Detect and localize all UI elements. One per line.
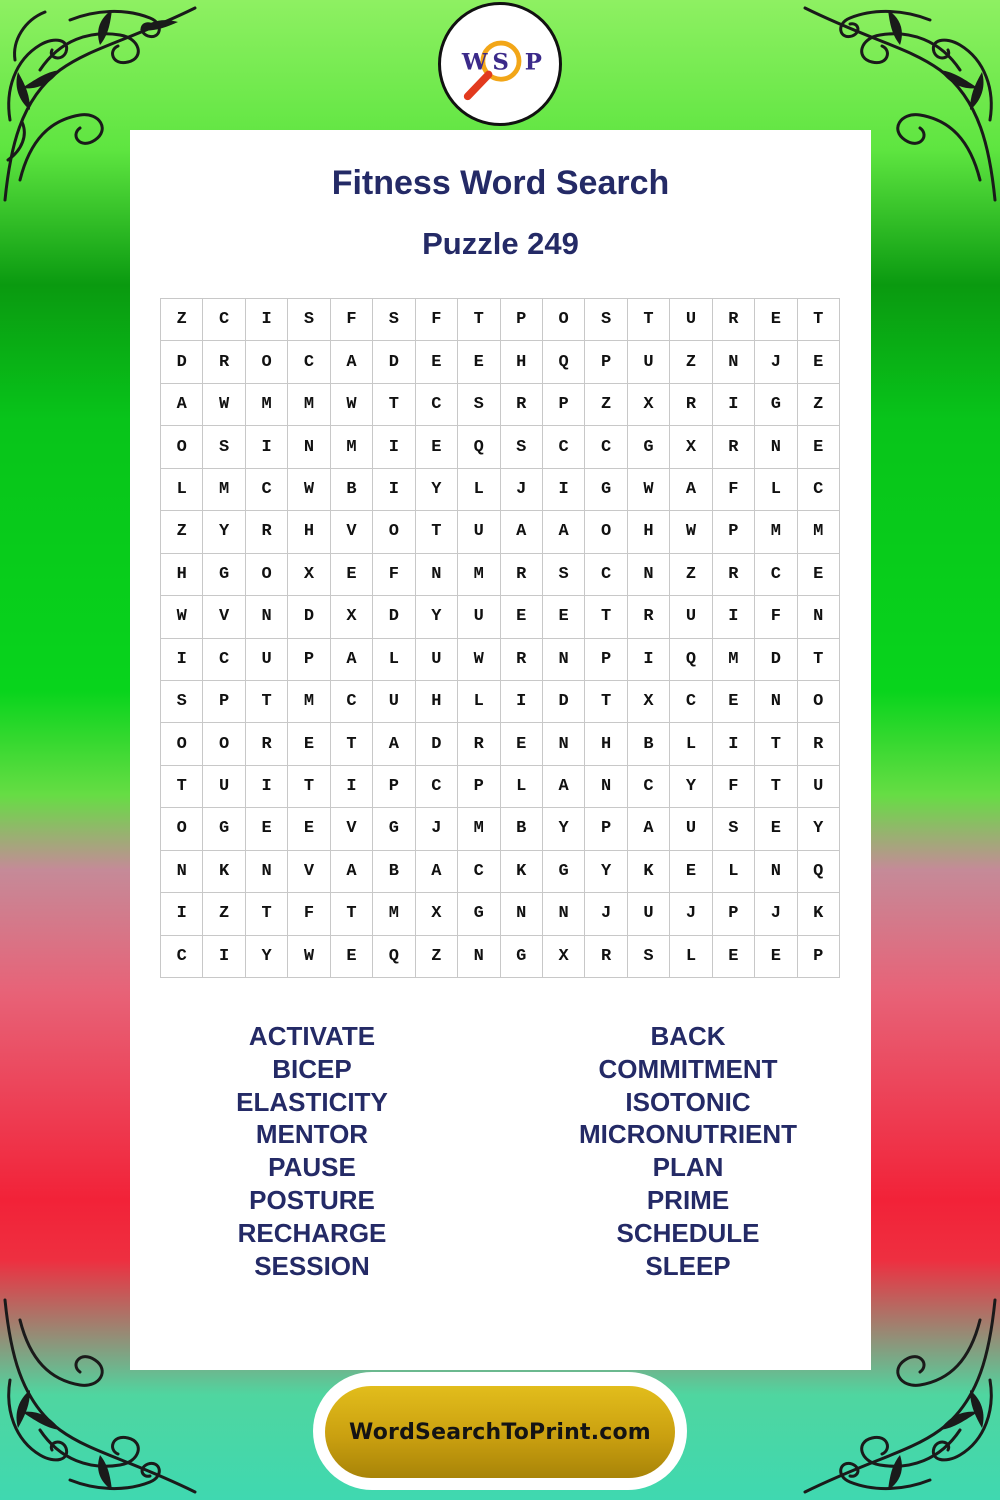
grid-cell: E — [458, 341, 500, 383]
grid-cell: F — [416, 299, 458, 341]
grid-cell: N — [755, 426, 797, 468]
grid-cell: S — [543, 554, 585, 596]
grid-cell: O — [798, 681, 840, 723]
grid-cell: Z — [416, 936, 458, 978]
grid-cell: R — [501, 639, 543, 681]
grid-cell: U — [458, 511, 500, 553]
grid-cell: G — [543, 851, 585, 893]
grid-cell: O — [161, 723, 203, 765]
letter-grid — [160, 298, 840, 978]
grid-cell: S — [161, 681, 203, 723]
grid-cell: C — [203, 299, 245, 341]
grid-cell: J — [416, 808, 458, 850]
grid-cell: R — [670, 384, 712, 426]
grid-cell: V — [331, 511, 373, 553]
grid-cell: M — [373, 893, 415, 935]
grid-cell: U — [670, 596, 712, 638]
grid-cell: R — [246, 511, 288, 553]
grid-cell: I — [203, 936, 245, 978]
grid-cell: H — [288, 511, 330, 553]
grid-cell: C — [585, 554, 627, 596]
grid-cell: W — [628, 469, 670, 511]
grid-cell: T — [755, 723, 797, 765]
grid-cell: E — [755, 808, 797, 850]
grid-cell: E — [798, 341, 840, 383]
grid-cell: E — [755, 936, 797, 978]
grid-cell: A — [373, 723, 415, 765]
grid-cell: S — [458, 384, 500, 426]
grid-cell: E — [798, 426, 840, 468]
grid-cell: Y — [543, 808, 585, 850]
grid-cell: D — [416, 723, 458, 765]
grid-cell: A — [628, 808, 670, 850]
grid-cell: K — [203, 851, 245, 893]
grid-cell: E — [288, 723, 330, 765]
grid-cell: Z — [670, 554, 712, 596]
grid-cell: W — [331, 384, 373, 426]
grid-cell: D — [161, 341, 203, 383]
grid-cell: E — [798, 554, 840, 596]
grid-cell: E — [543, 596, 585, 638]
grid-cell: R — [458, 723, 500, 765]
grid-cell: L — [373, 639, 415, 681]
grid-cell: L — [670, 936, 712, 978]
grid-cell: X — [543, 936, 585, 978]
grid-cell: N — [755, 851, 797, 893]
grid-cell: P — [203, 681, 245, 723]
grid-cell: Y — [798, 808, 840, 850]
word-list-item: PLAN — [652, 1152, 724, 1183]
grid-cell: I — [331, 766, 373, 808]
grid-cell: M — [458, 808, 500, 850]
grid-cell: Q — [373, 936, 415, 978]
grid-cell: A — [161, 384, 203, 426]
grid-cell: J — [755, 341, 797, 383]
grid-cell: U — [798, 766, 840, 808]
grid-cell: U — [246, 639, 288, 681]
grid-cell: S — [288, 299, 330, 341]
grid-cell: C — [331, 681, 373, 723]
grid-cell: C — [203, 639, 245, 681]
grid-cell: R — [246, 723, 288, 765]
grid-cell: U — [458, 596, 500, 638]
logo-letter-w: W — [461, 49, 488, 76]
grid-cell: I — [161, 893, 203, 935]
grid-cell: E — [713, 936, 755, 978]
grid-cell: G — [458, 893, 500, 935]
grid-cell: T — [331, 723, 373, 765]
grid-cell: E — [755, 299, 797, 341]
grid-cell: I — [161, 639, 203, 681]
grid-cell: H — [585, 723, 627, 765]
grid-cell: M — [288, 384, 330, 426]
grid-cell: M — [713, 639, 755, 681]
word-list-right — [538, 1020, 838, 1282]
word-list-item: SESSION — [254, 1250, 370, 1281]
page-title: Fitness Word Search — [331, 164, 670, 202]
grid-cell: P — [798, 936, 840, 978]
grid-cell: C — [798, 469, 840, 511]
grid-cell: E — [246, 808, 288, 850]
grid-cell: I — [713, 596, 755, 638]
puzzle-panel — [130, 130, 871, 1370]
grid-cell: X — [628, 681, 670, 723]
footer-gold-pill — [325, 1386, 675, 1478]
grid-cell: T — [755, 766, 797, 808]
grid-cell: X — [670, 426, 712, 468]
grid-cell: C — [543, 426, 585, 468]
grid-cell: Y — [416, 469, 458, 511]
grid-cell: K — [628, 851, 670, 893]
grid-cell: I — [246, 426, 288, 468]
grid-cell: N — [458, 936, 500, 978]
grid-cell: M — [331, 426, 373, 468]
grid-cell: U — [670, 299, 712, 341]
grid-cell: N — [543, 639, 585, 681]
grid-cell: P — [585, 808, 627, 850]
logo-letter-p: P — [524, 49, 542, 76]
grid-cell: S — [628, 936, 670, 978]
grid-cell: O — [585, 511, 627, 553]
grid-cell: P — [585, 341, 627, 383]
grid-cell: I — [373, 426, 415, 468]
grid-cell: T — [373, 384, 415, 426]
grid-cell: R — [713, 299, 755, 341]
grid-cell: N — [416, 554, 458, 596]
grid-cell: L — [501, 766, 543, 808]
grid-cell: C — [288, 341, 330, 383]
grid-cell: P — [458, 766, 500, 808]
grid-cell: N — [543, 893, 585, 935]
grid-cell: V — [288, 851, 330, 893]
grid-cell: P — [585, 639, 627, 681]
grid-cell: R — [798, 723, 840, 765]
grid-cell: F — [331, 299, 373, 341]
grid-cell: M — [458, 554, 500, 596]
grid-cell: E — [331, 936, 373, 978]
grid-cell: D — [288, 596, 330, 638]
word-list-item: MICRONUTRIENT — [578, 1119, 798, 1150]
grid-cell: A — [543, 511, 585, 553]
grid-cell: W — [458, 639, 500, 681]
grid-cell: S — [373, 299, 415, 341]
grid-cell: J — [755, 893, 797, 935]
grid-cell: G — [501, 936, 543, 978]
grid-cell: A — [416, 851, 458, 893]
grid-cell: O — [161, 426, 203, 468]
word-list-item: SCHEDULE — [616, 1217, 760, 1248]
puzzle-number: Puzzle 249 — [422, 226, 579, 261]
grid-cell: B — [501, 808, 543, 850]
grid-cell: E — [331, 554, 373, 596]
grid-cell: T — [246, 681, 288, 723]
grid-cell: M — [246, 384, 288, 426]
grid-cell: R — [713, 426, 755, 468]
grid-cell: T — [585, 681, 627, 723]
grid-cell: I — [713, 384, 755, 426]
grid-cell: L — [458, 681, 500, 723]
grid-cell: C — [628, 766, 670, 808]
grid-cell: I — [543, 469, 585, 511]
grid-cell: L — [713, 851, 755, 893]
grid-cell: S — [501, 426, 543, 468]
grid-cell: T — [416, 511, 458, 553]
grid-cell: X — [331, 596, 373, 638]
grid-cell: N — [161, 851, 203, 893]
grid-cell: J — [585, 893, 627, 935]
grid-cell: F — [713, 469, 755, 511]
grid-cell: E — [288, 808, 330, 850]
grid-cell: C — [416, 766, 458, 808]
grid-cell: R — [713, 554, 755, 596]
grid-cell: W — [203, 384, 245, 426]
grid-cell: I — [713, 723, 755, 765]
grid-cell: U — [373, 681, 415, 723]
grid-cell: D — [373, 341, 415, 383]
grid-cell: C — [161, 936, 203, 978]
grid-cell: G — [628, 426, 670, 468]
grid-cell: T — [628, 299, 670, 341]
grid-cell: B — [373, 851, 415, 893]
grid-cell: U — [416, 639, 458, 681]
grid-cell: T — [161, 766, 203, 808]
grid-cell: U — [628, 341, 670, 383]
grid-cell: T — [458, 299, 500, 341]
grid-cell: Y — [670, 766, 712, 808]
grid-cell: G — [585, 469, 627, 511]
grid-cell: E — [713, 681, 755, 723]
grid-cell: T — [288, 766, 330, 808]
grid-cell: E — [670, 851, 712, 893]
grid-cell: L — [670, 723, 712, 765]
wsp-logo — [438, 2, 562, 126]
grid-cell: B — [628, 723, 670, 765]
grid-cell: Z — [161, 511, 203, 553]
grid-cell: T — [331, 893, 373, 935]
grid-cell: V — [331, 808, 373, 850]
grid-cell: A — [331, 851, 373, 893]
grid-cell: H — [628, 511, 670, 553]
grid-cell: M — [798, 511, 840, 553]
grid-cell: N — [246, 851, 288, 893]
grid-cell: Z — [670, 341, 712, 383]
grid-cell: N — [288, 426, 330, 468]
grid-cell: G — [203, 554, 245, 596]
logo-letter-s: S — [492, 49, 509, 76]
word-list-left — [162, 1020, 462, 1282]
grid-cell: G — [373, 808, 415, 850]
grid-cell: A — [331, 639, 373, 681]
grid-cell: L — [458, 469, 500, 511]
word-list-item: SLEEP — [645, 1250, 731, 1281]
grid-cell: J — [501, 469, 543, 511]
word-list-item: ELASTICITY — [236, 1086, 388, 1117]
grid-cell: Q — [543, 341, 585, 383]
grid-cell: P — [713, 511, 755, 553]
grid-cell: M — [755, 511, 797, 553]
word-list-item: PAUSE — [268, 1152, 356, 1183]
grid-cell: C — [246, 469, 288, 511]
grid-cell: O — [246, 554, 288, 596]
grid-cell: Y — [585, 851, 627, 893]
grid-cell: Z — [585, 384, 627, 426]
grid-cell: H — [161, 554, 203, 596]
grid-cell: K — [798, 893, 840, 935]
grid-cell: Q — [670, 639, 712, 681]
grid-cell: G — [203, 808, 245, 850]
grid-cell: G — [755, 384, 797, 426]
grid-cell: D — [755, 639, 797, 681]
grid-cell: Z — [798, 384, 840, 426]
grid-cell: M — [203, 469, 245, 511]
grid-cell: N — [713, 341, 755, 383]
grid-cell: I — [246, 299, 288, 341]
grid-cell: B — [331, 469, 373, 511]
grid-cell: Y — [416, 596, 458, 638]
word-list-item: BICEP — [272, 1053, 352, 1084]
grid-cell: R — [628, 596, 670, 638]
grid-cell: F — [713, 766, 755, 808]
grid-cell: T — [246, 893, 288, 935]
grid-cell: J — [670, 893, 712, 935]
word-list-item: BACK — [650, 1021, 726, 1051]
grid-cell: E — [501, 723, 543, 765]
grid-cell: W — [288, 469, 330, 511]
grid-cell: K — [501, 851, 543, 893]
grid-cell: C — [416, 384, 458, 426]
grid-cell: H — [416, 681, 458, 723]
grid-cell: H — [501, 341, 543, 383]
grid-cell: P — [373, 766, 415, 808]
grid-cell: V — [203, 596, 245, 638]
word-list-item: ACTIVATE — [248, 1021, 376, 1051]
grid-cell: O — [373, 511, 415, 553]
grid-cell: C — [585, 426, 627, 468]
grid-cell: N — [543, 723, 585, 765]
grid-cell: I — [373, 469, 415, 511]
word-list-item: PRIME — [646, 1184, 730, 1215]
grid-cell: A — [331, 341, 373, 383]
grid-cell: D — [543, 681, 585, 723]
grid-cell: S — [585, 299, 627, 341]
grid-cell: I — [628, 639, 670, 681]
grid-cell: I — [501, 681, 543, 723]
grid-cell: Y — [203, 511, 245, 553]
grid-cell: N — [246, 596, 288, 638]
grid-cell: T — [798, 639, 840, 681]
grid-cell: X — [416, 893, 458, 935]
grid-cell: A — [501, 511, 543, 553]
grid-cell: O — [543, 299, 585, 341]
grid-cell: U — [670, 808, 712, 850]
grid-cell: L — [755, 469, 797, 511]
grid-cell: O — [161, 808, 203, 850]
grid-cell: E — [416, 426, 458, 468]
word-list-item: MENTOR — [255, 1119, 369, 1150]
grid-cell: U — [628, 893, 670, 935]
grid-cell: W — [161, 596, 203, 638]
grid-cell: I — [246, 766, 288, 808]
grid-cell: Q — [458, 426, 500, 468]
grid-cell: Z — [203, 893, 245, 935]
grid-cell: P — [543, 384, 585, 426]
grid-cell: Z — [161, 299, 203, 341]
grid-cell: R — [585, 936, 627, 978]
grid-cell: T — [798, 299, 840, 341]
grid-cell: S — [713, 808, 755, 850]
word-list-item: COMMITMENT — [598, 1053, 778, 1084]
grid-cell: N — [798, 596, 840, 638]
word-list-item: RECHARGE — [237, 1217, 387, 1248]
grid-cell: E — [416, 341, 458, 383]
grid-cell: O — [203, 723, 245, 765]
grid-cell: R — [501, 554, 543, 596]
grid-cell: Y — [246, 936, 288, 978]
grid-cell: T — [585, 596, 627, 638]
grid-cell: Q — [798, 851, 840, 893]
footer-badge — [313, 1372, 687, 1490]
grid-cell: W — [288, 936, 330, 978]
grid-cell: C — [458, 851, 500, 893]
grid-cell: X — [628, 384, 670, 426]
grid-cell: R — [203, 341, 245, 383]
word-list-item: ISOTONIC — [625, 1086, 751, 1117]
grid-cell: E — [501, 596, 543, 638]
grid-cell: M — [288, 681, 330, 723]
grid-cell: N — [501, 893, 543, 935]
word-list-item: POSTURE — [249, 1184, 375, 1215]
grid-cell: C — [670, 681, 712, 723]
grid-cell: N — [585, 766, 627, 808]
grid-cell: X — [288, 554, 330, 596]
site-url[interactable]: WordSearchToPrint.com — [349, 1419, 651, 1445]
grid-cell: A — [543, 766, 585, 808]
grid-cell: W — [670, 511, 712, 553]
grid-cell: U — [203, 766, 245, 808]
grid-cell: S — [203, 426, 245, 468]
grid-cell: D — [373, 596, 415, 638]
grid-cell: P — [713, 893, 755, 935]
grid-cell: C — [755, 554, 797, 596]
grid-cell: F — [288, 893, 330, 935]
grid-cell: A — [670, 469, 712, 511]
grid-cell: N — [755, 681, 797, 723]
grid-cell: N — [628, 554, 670, 596]
grid-cell: O — [246, 341, 288, 383]
grid-cell: L — [161, 469, 203, 511]
grid-cell: R — [501, 384, 543, 426]
grid-cell: F — [373, 554, 415, 596]
grid-cell: P — [288, 639, 330, 681]
grid-cell: P — [501, 299, 543, 341]
grid-cell: F — [755, 596, 797, 638]
